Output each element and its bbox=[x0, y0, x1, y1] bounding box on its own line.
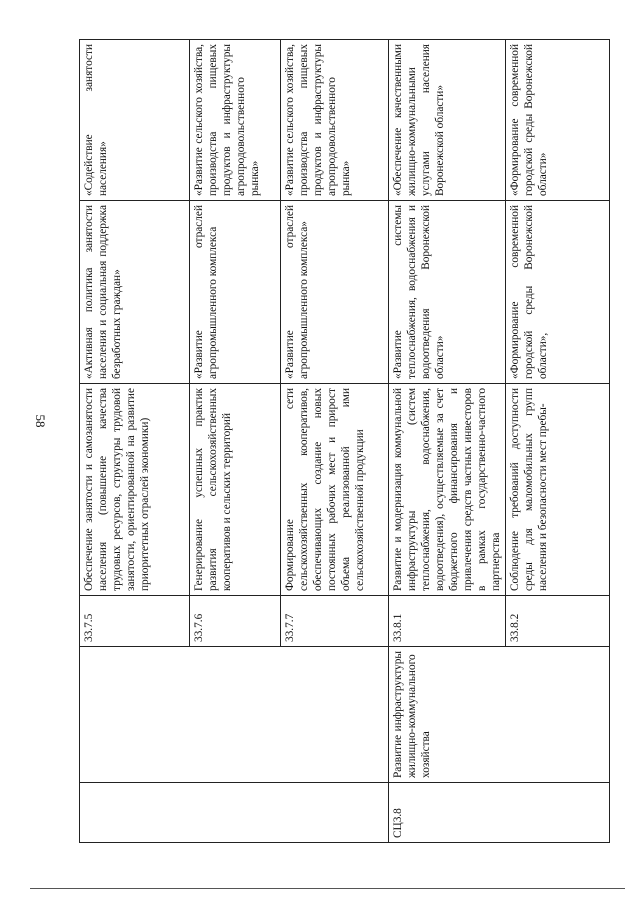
activity-cell: Обеспечение занятости и самозанятости населения (повышение качества трудовых ресурсов, структуры трудовой занятости, ориентированной на развитие приоритетных отраслей экономики) bbox=[80, 384, 190, 596]
group-title-cell: Развитие инфраструктуры жилищно-коммунального хозяйства bbox=[389, 647, 610, 783]
program-table bbox=[79, 39, 610, 843]
table-row bbox=[389, 40, 506, 843]
group-code-cell: СЦ3.8 bbox=[389, 783, 610, 843]
activity-cell: Соблюдение требований доступности среды для маломобильных групп населения и безопасности мест пребы- bbox=[506, 384, 610, 596]
program-cell: «Активная политика занятости населения и социальная поддержка безработных граждан» bbox=[80, 201, 190, 384]
subprogram-cell: «Содействие занятости населения» bbox=[80, 40, 190, 201]
code-cell: 33.8.1 bbox=[389, 596, 506, 647]
activity-cell: Формирование сети сельскохозяйственных кооперативов, обеспечивающих создание новых постоянных рабочих мест и прирост объема реализованной ими сельскохозяйственной продукции bbox=[281, 384, 389, 596]
activity-cell: Развитие и модернизация коммунальной инфраструктуры (систем теплоснабжения, водоснабжения, водоотведения), осуществляемые за счет бюджетного финансирования и привлечения средств частных инвесторов в рамках государственно-частного партнерства bbox=[389, 384, 506, 596]
program-cell: «Развитие отраслей агропромышленного комплекса» bbox=[281, 201, 389, 384]
code-cell: 33.7.7 bbox=[281, 596, 389, 647]
program-cell: «Развитие отраслей агропромышленного комплекса bbox=[190, 201, 281, 384]
table-row bbox=[80, 40, 190, 843]
activity-cell: Генерирование успешных практик развития сельскохозяйственных кооперативов и сельских территорий bbox=[190, 384, 281, 596]
rotated-table-container bbox=[79, 40, 595, 843]
page-bottom-divider bbox=[30, 888, 625, 889]
subprogram-cell: «Развитие сельского хозяйства, производства пищевых продуктов и инфраструктуры агропродовольственного рынка» bbox=[190, 40, 281, 201]
code-cell: 33.7.5 bbox=[80, 596, 190, 647]
page-number: 58 bbox=[33, 414, 48, 428]
code-cell: 33.7.6 bbox=[190, 596, 281, 647]
subprogram-cell: «Формирование современной городской среды Воронежской области» bbox=[506, 40, 610, 201]
subprogram-cell: «Развитие сельского хозяйства, производства пищевых продуктов и инфраструктуры агропродовольственного рынка» bbox=[281, 40, 389, 201]
program-cell: «Формирование современной городской среды Воронежской области», bbox=[506, 201, 610, 384]
code-cell: 33.8.2 bbox=[506, 596, 610, 647]
subprogram-cell: «Обеспечение качественными жилищно-коммунальными услугами населения Воронежской области» bbox=[389, 40, 506, 201]
group-code-cell bbox=[80, 783, 389, 843]
group-title-cell bbox=[80, 647, 389, 783]
program-cell: «Развитие системы теплоснабжения, водоснабжения и водоотведения Воронежской области» bbox=[389, 201, 506, 384]
